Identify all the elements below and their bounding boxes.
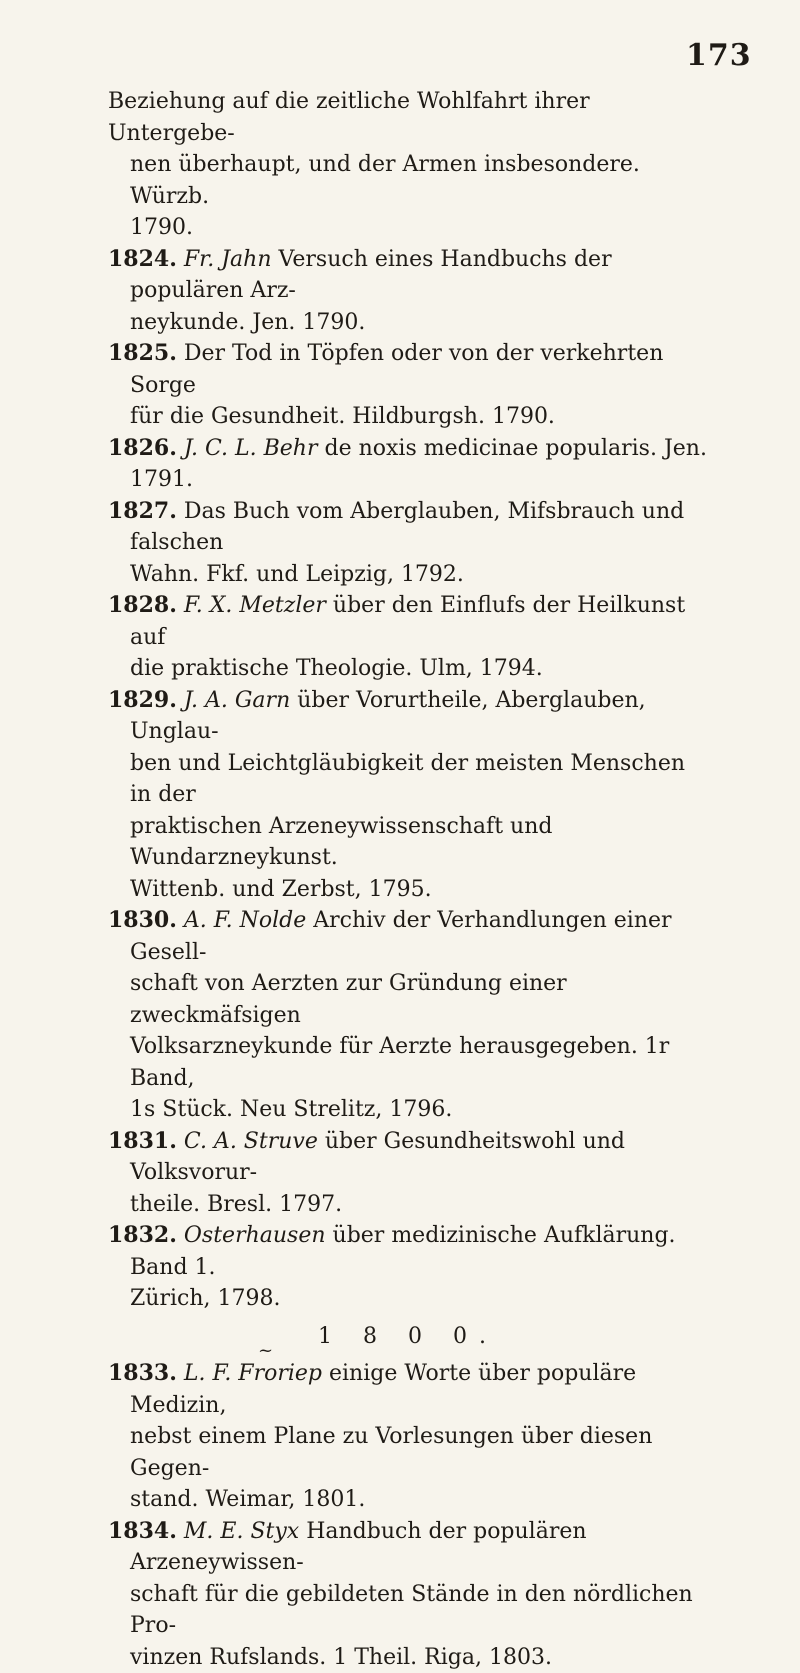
entry-continuation-line: schaft für die gebildeten Stände in den nördlichen Pro- bbox=[108, 1579, 708, 1642]
entry-number: 1831. bbox=[108, 1128, 177, 1154]
page-number: 173 bbox=[686, 38, 752, 73]
entry-number: 1833. bbox=[108, 1360, 177, 1386]
entry-continuation-line: schaft von Aerzten zur Gründung einer zweckmäfsigen bbox=[108, 968, 708, 1031]
entry-continuation-line: Wahn. Fkf. und Leipzig, 1792. bbox=[108, 559, 708, 591]
entry-first-line bbox=[108, 590, 708, 653]
entry-first-line bbox=[108, 433, 708, 496]
entry-continuation-line: praktischen Arzeneywissenschaft und Wundarzneykunst. bbox=[108, 811, 708, 874]
entry-text: de noxis medicinae popularis. Jen. 1791. bbox=[130, 436, 707, 493]
entry-first-line bbox=[108, 338, 708, 401]
entry-continuation-line: vinzen Rufslands. 1 Theil. Riga, 1803. bbox=[108, 1642, 708, 1673]
bibliography-entry bbox=[108, 244, 708, 339]
entry-continuation-line: stand. Weimar, 1801. bbox=[108, 1484, 708, 1516]
bibliography-entry bbox=[108, 433, 708, 496]
intro-line: Beziehung auf die zeitliche Wohlfahrt ihrer Untergebe- bbox=[108, 86, 708, 149]
entry-first-line bbox=[108, 1358, 708, 1421]
entry-continuation-line: theile. Bresl. 1797. bbox=[108, 1189, 708, 1221]
entry-author: M. E. Styx bbox=[184, 1519, 299, 1544]
bibliography-entry bbox=[108, 1220, 708, 1315]
entry-author: L. F. Froriep bbox=[184, 1361, 322, 1386]
entries-1800 bbox=[108, 1358, 708, 1673]
entry-text: Handbuch der populären Arzeneywissen- bbox=[130, 1519, 587, 1576]
intro-line: nen überhaupt, und der Armen insbesondere. Würzb. bbox=[130, 149, 708, 212]
bibliography-entry bbox=[108, 338, 708, 433]
entry-continuation-line: nebst einem Plane zu Vorlesungen über diesen Gegen- bbox=[108, 1421, 708, 1484]
intro-continuation bbox=[108, 86, 708, 244]
section-ornament: ~ bbox=[258, 1344, 708, 1358]
entry-continuation-line: Zürich, 1798. bbox=[108, 1283, 708, 1315]
entry-continuation-line: 1s Stück. Neu Strelitz, 1796. bbox=[108, 1094, 708, 1126]
entry-author: A. F. Nolde bbox=[184, 908, 306, 933]
bibliography-text bbox=[108, 86, 708, 1673]
bibliography-entry bbox=[108, 590, 708, 685]
entry-number: 1829. bbox=[108, 687, 177, 713]
entry-number: 1828. bbox=[108, 592, 177, 618]
entry-first-line bbox=[108, 244, 708, 307]
section-year-heading: 1 8 0 0. bbox=[108, 1321, 708, 1353]
entry-text: über den Einflufs der Heilkunst auf bbox=[130, 593, 685, 650]
entry-first-line bbox=[108, 905, 708, 968]
entry-first-line bbox=[108, 496, 708, 559]
entry-number: 1832. bbox=[108, 1222, 177, 1248]
bibliography-entry bbox=[108, 496, 708, 591]
entry-text: Versuch eines Handbuchs der populären Arz- bbox=[130, 247, 612, 304]
entry-number: 1825. bbox=[108, 340, 177, 366]
entry-number: 1830. bbox=[108, 907, 177, 933]
entry-continuation-line: neykunde. Jen. 1790. bbox=[108, 307, 708, 339]
entry-first-line bbox=[108, 685, 708, 748]
bibliography-entry bbox=[108, 905, 708, 1126]
entry-author: J. A. Garn bbox=[184, 688, 290, 713]
entry-continuation-line: die praktische Theologie. Ulm, 1794. bbox=[108, 653, 708, 685]
entry-author: F. X. Metzler bbox=[184, 593, 326, 618]
entry-first-line bbox=[108, 1126, 708, 1189]
entry-author: J. C. L. Behr bbox=[184, 436, 318, 461]
entry-continuation-line: ben und Leichtgläubigkeit der meisten Menschen in der bbox=[108, 748, 708, 811]
bibliography-entry bbox=[108, 1126, 708, 1221]
entry-number: 1827. bbox=[108, 498, 177, 524]
entry-author: Fr. Jahn bbox=[184, 247, 272, 272]
entry-author: Osterhausen bbox=[184, 1223, 326, 1248]
entry-number: 1834. bbox=[108, 1518, 177, 1544]
entry-first-line bbox=[108, 1516, 708, 1579]
entry-text: über medizinische Aufklärung. Band 1. bbox=[130, 1223, 676, 1280]
entries-18th-century bbox=[108, 244, 708, 1315]
entry-continuation-line: für die Gesundheit. Hildburgsh. 1790. bbox=[108, 401, 708, 433]
entry-text: einige Worte über populäre Medizin, bbox=[130, 1361, 636, 1418]
entry-number: 1826. bbox=[108, 435, 177, 461]
entry-text: Archiv der Verhandlungen einer Gesell- bbox=[130, 908, 672, 965]
entry-continuation-line: Wittenb. und Zerbst, 1795. bbox=[108, 874, 708, 906]
entry-author: C. A. Struve bbox=[184, 1129, 318, 1154]
entry-text: über Vorurtheile, Aberglauben, Unglau- bbox=[130, 688, 646, 745]
bibliography-entry bbox=[108, 685, 708, 906]
entry-text: über Gesundheitswohl und Volksvorur- bbox=[130, 1129, 625, 1186]
entry-text: Das Buch vom Aberglauben, Mifsbrauch und falschen bbox=[130, 499, 684, 556]
entry-number: 1824. bbox=[108, 246, 177, 272]
entry-text: Der Tod in Töpfen oder von der verkehrten Sorge bbox=[130, 341, 663, 398]
intro-line: 1790. bbox=[130, 212, 708, 244]
entry-first-line bbox=[108, 1220, 708, 1283]
bibliography-entry bbox=[108, 1516, 708, 1673]
entry-continuation-line: Volksarzneykunde für Aerzte herausgegeben. 1r Band, bbox=[108, 1031, 708, 1094]
bibliography-entry bbox=[108, 1358, 708, 1516]
